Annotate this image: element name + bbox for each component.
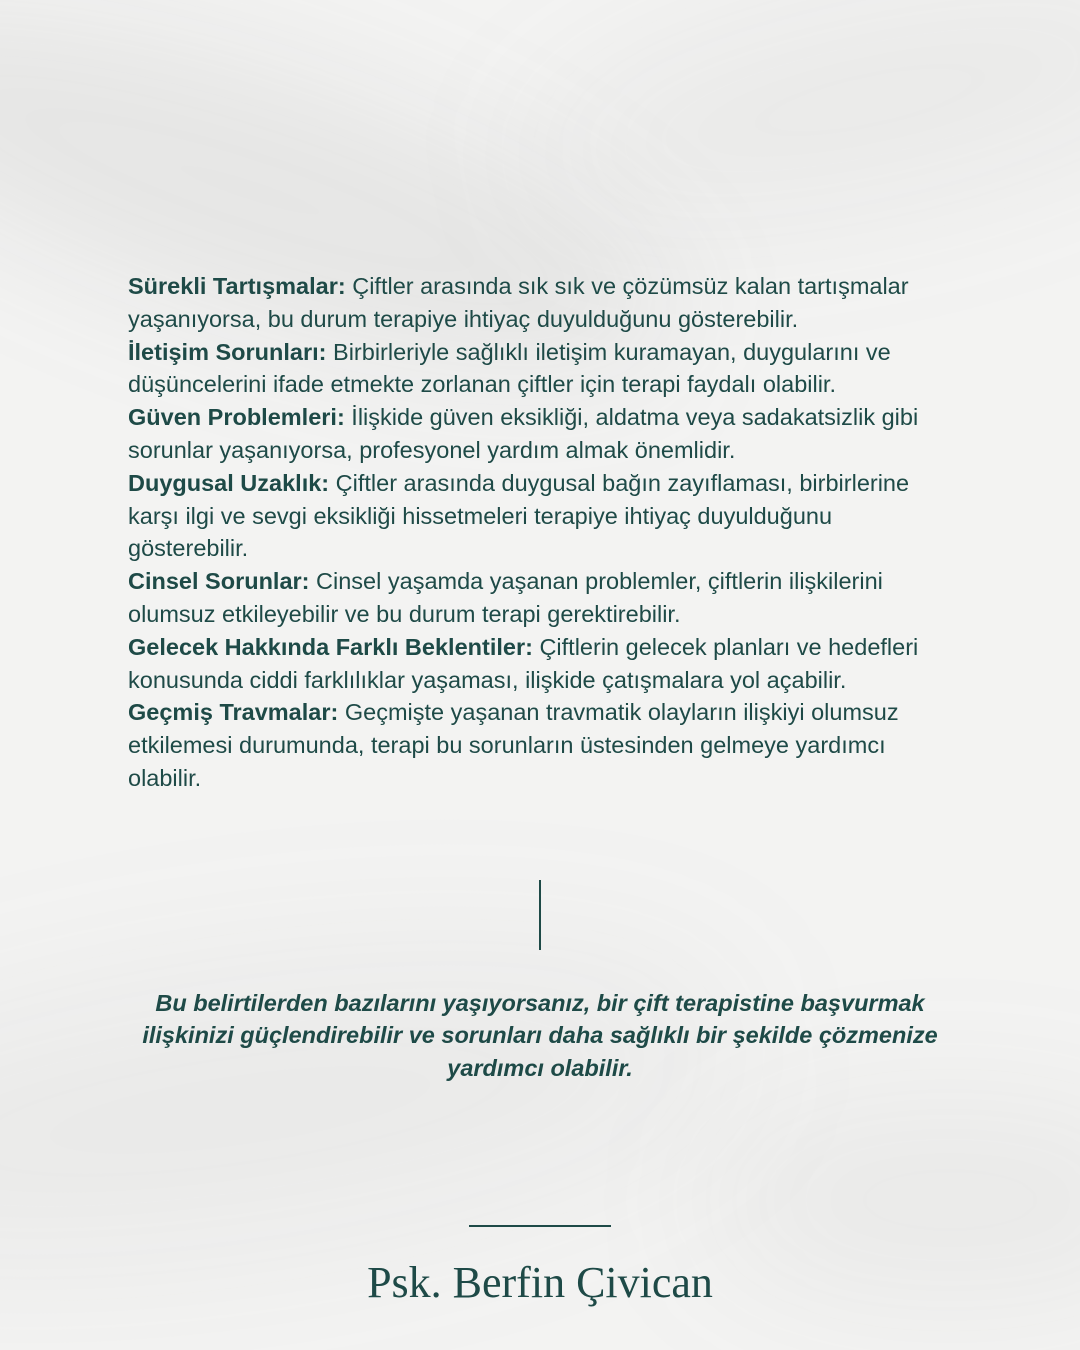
vertical-divider — [539, 880, 541, 950]
item-title: İletişim Sorunları: — [128, 338, 327, 365]
item-text: Çiftlerin gelecek planları ve hedefleri konusunda ciddi farklılıklar yaşaması, ilişkide çatışmalara yol açabilir. — [128, 633, 919, 693]
item-title: Güven Problemleri: — [128, 404, 345, 431]
item-text: Geçmişte yaşanan travmatik olayların ilişkiyi olumsuz etkilemesi durumunda, terapi bu sorunların üstesinden gelmeye yardımcı olabilir. — [128, 699, 899, 791]
list-item — [128, 336, 958, 402]
item-title: Duygusal Uzaklık: — [128, 469, 330, 496]
signature: Psk. Berfin Çivican — [367, 1258, 713, 1307]
item-text: Birbirleriyle sağlıklı iletişim kuramayan, duygularını ve düşüncelerini ifade etmekte zorlanan çiftler için terapi faydalı olabilir. — [128, 338, 891, 398]
item-text: Çiftler arasında sık sık ve çözümsüz kalan tartışmalar yaşanıyorsa, bu durum terapiye ihtiyaç duyulduğunu gösterebilir. — [128, 273, 909, 332]
item-text: Cinsel yaşamda yaşanan problemler, çiftlerin ilişkilerini olumsuz etkileyebilir ve bu durum terapi gerektirebilir. — [128, 568, 883, 627]
item-title: Gelecek Hakkında Farklı Beklentiler: — [128, 633, 533, 660]
item-text: Çiftler arasında duygusal bağın zayıflaması, birbirlerine karşı ilgi ve sevgi eksikliği hissetmeleri terapiye ihtiyaç duyulduğunu gösterebilir. — [128, 469, 910, 562]
background-shadow — [507, 0, 1080, 271]
list-item — [128, 631, 958, 697]
symptom-list — [128, 270, 958, 795]
list-item — [128, 270, 958, 336]
item-title: Sürekli Tartışmalar: — [128, 273, 346, 299]
list-item — [128, 696, 958, 794]
background-shadow — [0, 912, 753, 1309]
list-item — [128, 565, 958, 631]
list-item — [128, 467, 958, 565]
list-item — [128, 401, 958, 467]
closing-statement: Bu belirtilerden bazılarını yaşıyorsanız, bir çift terapistine başvurmak ilişkinizi güçlendirebilir ve sorunları daha sağlıklı bir şekilde çözmenize yardımcı olabilir. — [142, 989, 938, 1081]
item-title: Geçmiş Travmalar: — [128, 699, 339, 726]
item-title: Cinsel Sorunlar: — [128, 568, 310, 595]
signature-line — [469, 1225, 611, 1227]
item-text: İlişkide güven eksikliği, aldatma veya sadakatsizlik gibi sorunlar yaşanıyorsa, profesyonel yardım almak önemlidir. — [128, 404, 919, 463]
